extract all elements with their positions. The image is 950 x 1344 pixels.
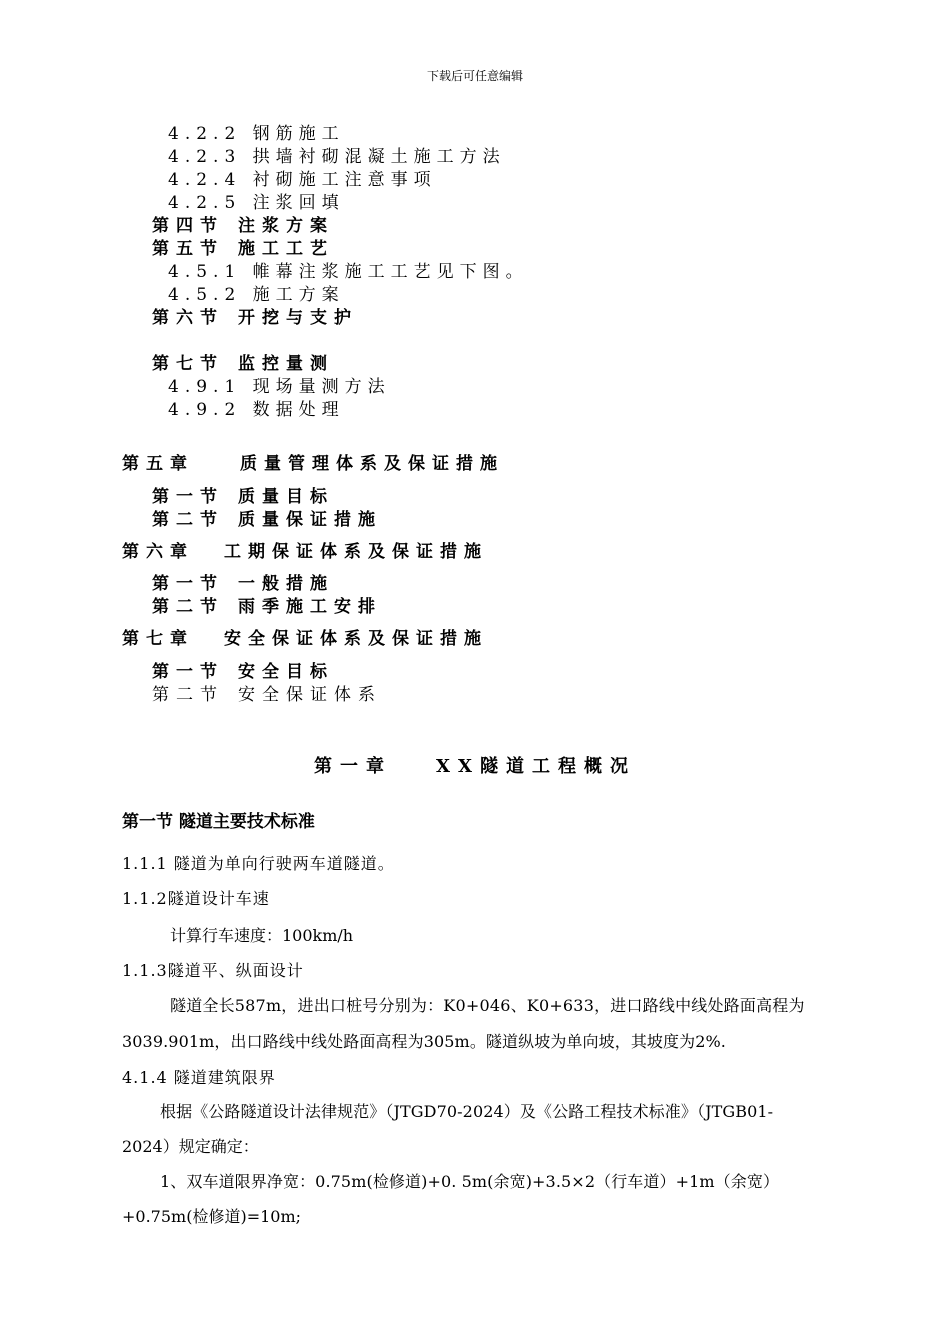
toc-item: 4.2.4 衬砌施工注意事项 — [168, 170, 437, 190]
toc-item: 4.2.3 拱墙衬砌混凝土施工方法 — [168, 147, 506, 167]
toc-chapter-title: 安全保证体系及保证措施 — [224, 629, 488, 649]
toc-section — [152, 596, 382, 619]
toc-item: 4.9.2 数据处理 — [168, 400, 345, 420]
toc-section-title: 雨季施工安排 — [238, 597, 382, 617]
toc-section-number: 第七节 — [152, 354, 224, 374]
toc-chapter-number: 第六章 — [122, 542, 194, 562]
chapter-name: XX隧道工程概况 — [436, 756, 636, 777]
toc-item: 4.2.2 钢筋施工 — [168, 124, 345, 144]
paragraph: 1.1.3隧道平、纵面设计 — [122, 961, 304, 980]
toc-section-number: 第四节 — [152, 216, 224, 236]
paragraph: 根据《公路隧道设计法律规范》（JTGD70-2024）及《公路工程技术标准》（JTGB01- — [160, 1102, 774, 1121]
toc-section — [152, 486, 334, 509]
toc-section-title: 质量目标 — [238, 487, 334, 507]
section-heading: 第一节 隧道主要技术标准 — [122, 812, 315, 832]
toc-section — [152, 661, 334, 684]
toc-chapter-title: 质量管理体系及保证措施 — [240, 454, 504, 474]
page-header: 下载后可任意编辑 — [426, 69, 523, 83]
toc-chapter-title: 工期保证体系及保证措施 — [224, 542, 488, 562]
toc-section-title: 一般措施 — [238, 574, 334, 594]
toc-section-number: 第一节 — [152, 574, 224, 594]
paragraph: +0.75m(检修道)=10m; — [122, 1207, 302, 1226]
paragraph: 计算行车速度：100km/h — [170, 926, 354, 945]
toc-section-number: 第一节 — [152, 487, 224, 507]
toc-chapter-number: 第七章 — [122, 629, 194, 649]
paragraph: 3039.901m，出口路线中线处路面高程为305m。隧道纵坡为单向坡，其坡度为2%. — [122, 1032, 726, 1051]
toc-item: 4.5.1 帷幕注浆施工工艺见下图。 — [168, 262, 529, 282]
paragraph: 2024）规定确定： — [122, 1137, 259, 1156]
paragraph: 1.1.1 隧道为单向行驶两车道隧道。 — [122, 854, 395, 873]
toc-section-title: 安全目标 — [238, 662, 334, 682]
toc-chapter — [122, 541, 488, 564]
toc-item: 4.2.5 注浆回填 — [168, 193, 345, 213]
toc-section — [152, 353, 334, 376]
paragraph: 1、双车道限界净宽：0.75m(检修道)+0. 5m(余宽)+3.5×2（行车道）+1m（余宽） — [160, 1172, 780, 1191]
toc-section-number: 第二节 — [152, 597, 224, 617]
toc-section-title: 开挖与支护 — [238, 308, 358, 328]
toc-section-title: 监控量测 — [238, 354, 334, 374]
toc-section — [152, 509, 382, 532]
toc-item: 4.5.2 施工方案 — [168, 285, 345, 305]
toc-chapter — [122, 453, 504, 476]
paragraph: 1.1.2隧道设计车速 — [122, 889, 270, 908]
paragraph: 4.1.4 隧道建筑限界 — [122, 1068, 276, 1087]
toc-section — [152, 684, 382, 707]
chapter-title — [0, 752, 950, 778]
toc-section — [152, 238, 334, 261]
toc-section-number: 第二节 — [152, 685, 224, 705]
toc-chapter — [122, 628, 488, 651]
toc-item: 4.9.1 现场量测方法 — [168, 377, 391, 397]
toc-section — [152, 307, 358, 330]
toc-section-title: 注浆方案 — [238, 216, 334, 236]
chapter-number: 第一章 — [314, 756, 393, 777]
toc-section-number: 第六节 — [152, 308, 224, 328]
toc-section-title: 施工工艺 — [238, 239, 334, 259]
toc-section-title: 安全保证体系 — [238, 685, 382, 705]
toc-section — [152, 215, 334, 238]
toc-section-title: 质量保证措施 — [238, 510, 382, 530]
toc-section-number: 第二节 — [152, 510, 224, 530]
toc-section-number: 第一节 — [152, 662, 224, 682]
toc-section — [152, 573, 334, 596]
toc-chapter-number: 第五章 — [122, 454, 194, 474]
toc-section-number: 第五节 — [152, 239, 224, 259]
paragraph: 隧道全长587m，进出口桩号分别为：K0+046、K0+633，进口路线中线处路面高程为 — [170, 996, 805, 1015]
